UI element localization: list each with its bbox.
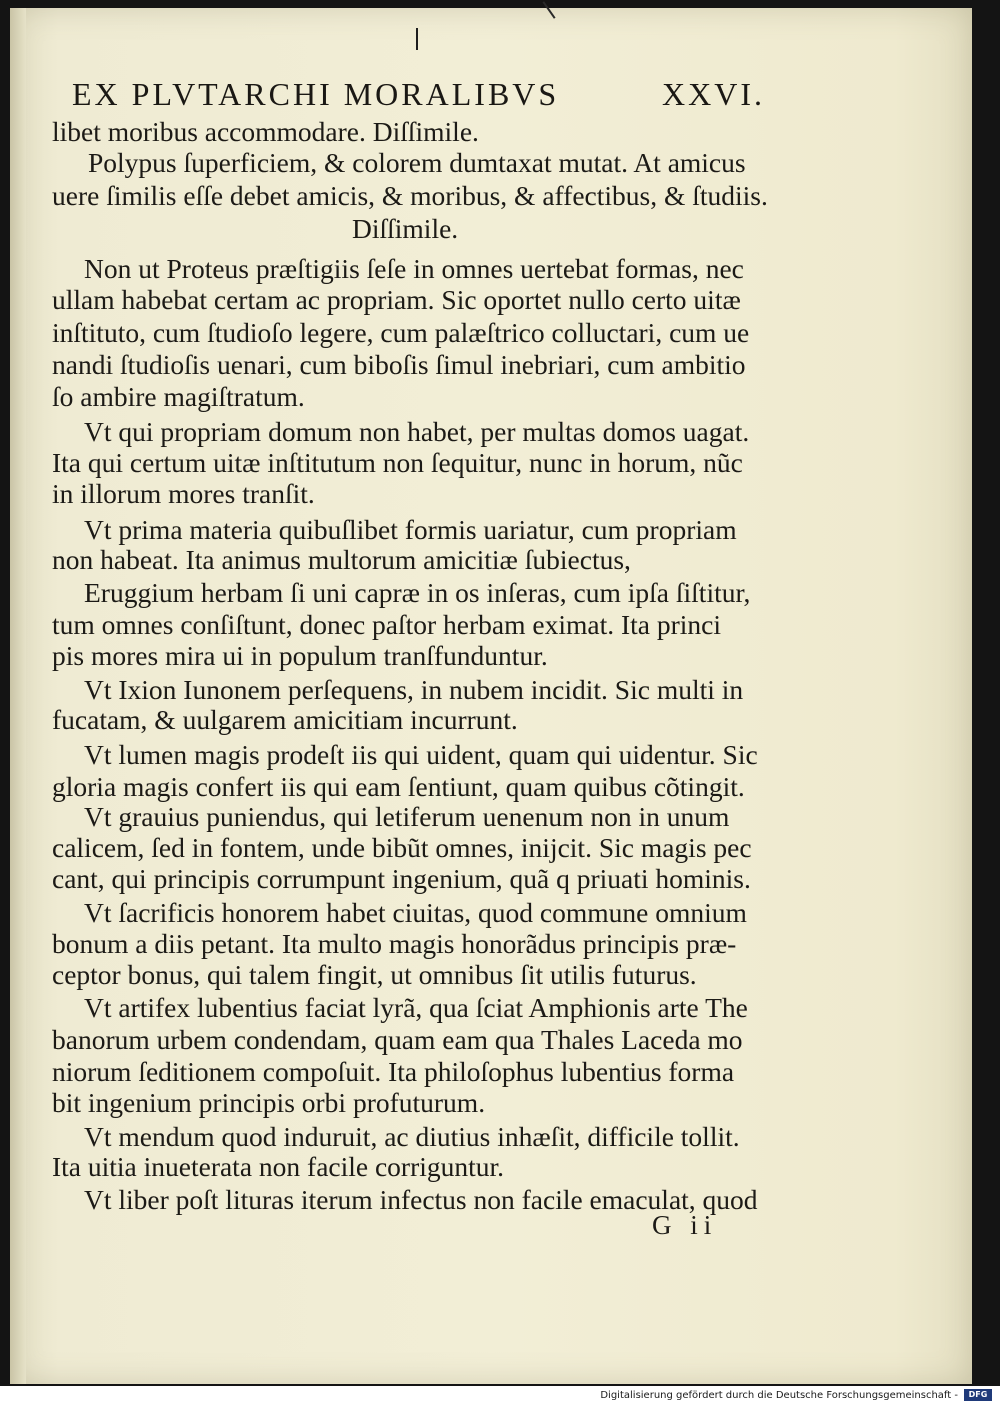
text-line: nandi ſtudioſis uenari, cum biboſis ſimul inebriari, cum ambitio [52, 349, 746, 380]
text-line: Vt ſacrificis honorem habet ciuitas, quod commune omnium [84, 897, 747, 928]
text-line: Ita qui certum uitæ inſtitutum non ſequitur, nunc in horum, nũc [52, 447, 743, 478]
text-line: Eruggium herbam ſi uni capræ in os inſeras, cum ipſa ſiſtitur, [84, 577, 751, 608]
text-line: Vt prima materia quibuſlibet formis uariatur, cum propriam [84, 514, 737, 545]
text-line: Vt Ixion Iunonem perſequens, in nubem incidit. Sic multi in [84, 674, 744, 705]
text-line: cant, qui principis corrumpunt ingenium, quã q priuati hominis. [52, 863, 751, 894]
folio-number: XXVI. [662, 76, 765, 112]
text-line: Vt liber poſt lituras iterum infectus non facile emaculat, quod [84, 1184, 758, 1215]
text-line: calicem, ſed in fontem, unde bibũt omnes, inijcit. Sic magis pec [52, 832, 752, 863]
text-line: Vt mendum quod induruit, ac diutius inhæſit, difficile tollit. [84, 1121, 740, 1152]
text-line: non habeat. Ita animus multorum amicitiæ ſubiectus, [52, 544, 631, 575]
text-line: tum omnes conſiſtunt, donec paſtor herbam eximat. Ita princi [52, 609, 721, 640]
text-line: Vt lumen magis prodeſt iis qui uident, quam qui uidentur. Sic [84, 739, 758, 770]
text-line: libet moribus accommodare. Diſſimile. [52, 116, 479, 147]
text-line: pis mores mira ui in populum tranſfunduntur. [52, 640, 548, 671]
text-line: in illorum mores tranſit. [52, 478, 315, 509]
gutter-mark [416, 28, 418, 50]
text-line: bit ingenium principis orbi profuturum. [52, 1087, 486, 1118]
text-line: Polypus ſuperficiem, & colorem dumtaxat mutat. At amicus [88, 147, 746, 178]
running-title: EX PLVTARCHI MORALIBVS [72, 76, 560, 112]
text-line: Vt qui propriam domum non habet, per multas domos uagat. [84, 416, 750, 447]
text-line: banorum urbem condendam, quam eam qua Thales Laceda mo [52, 1024, 743, 1055]
text-line: Diſſimile. [352, 213, 459, 244]
text-line: inſtituto, cum ſtudioſo legere, cum palæſtrico colluctari, cum ue [52, 317, 750, 348]
text-line: ullam habebat certam ac propriam. Sic oportet nullo certo uitæ [52, 284, 741, 315]
dfg-logo: DFG [964, 1389, 992, 1401]
text-line: Vt artifex lubentius faciat lyrã, qua ſciat Amphionis arte The [84, 992, 748, 1023]
text-line: ſo ambire magiſtratum. [52, 381, 305, 412]
text-line: bonum a diis petant. Ita multo magis honorãdus principis præ- [52, 928, 737, 959]
signature-mark: G ii [652, 1210, 718, 1240]
text-line: gloria magis confert iis qui eam ſentiunt, quam quibus cõtingit. [52, 771, 745, 802]
page-edge [10, 8, 26, 1384]
text-line: Vt grauius puniendus, qui letiferum uenenum non in unum [84, 801, 730, 832]
footer-credit: Digitalisierung gefördert durch die Deutsche Forschungsgemeinschaft - [600, 1390, 958, 1401]
text-line: Ita uitia inueterata non facile corriguntur. [52, 1151, 505, 1182]
text-line: niorum ſeditionem compoſuit. Ita philoſophus lubentius forma [52, 1056, 735, 1087]
text-line: ceptor bonus, qui talem fingit, ut omnibus ſit utilis futurus. [52, 959, 697, 990]
text-line: Non ut Proteus præſtigiis ſeſe in omnes uertebat formas, nec [84, 253, 744, 284]
text-line: uere ſimilis eſſe debet amicis, & moribus, & affectibus, & ſtudiis. [52, 180, 768, 211]
text-line: fucatam, & uulgarem amicitiam incurrunt. [52, 704, 518, 735]
body-text [52, 116, 782, 1226]
